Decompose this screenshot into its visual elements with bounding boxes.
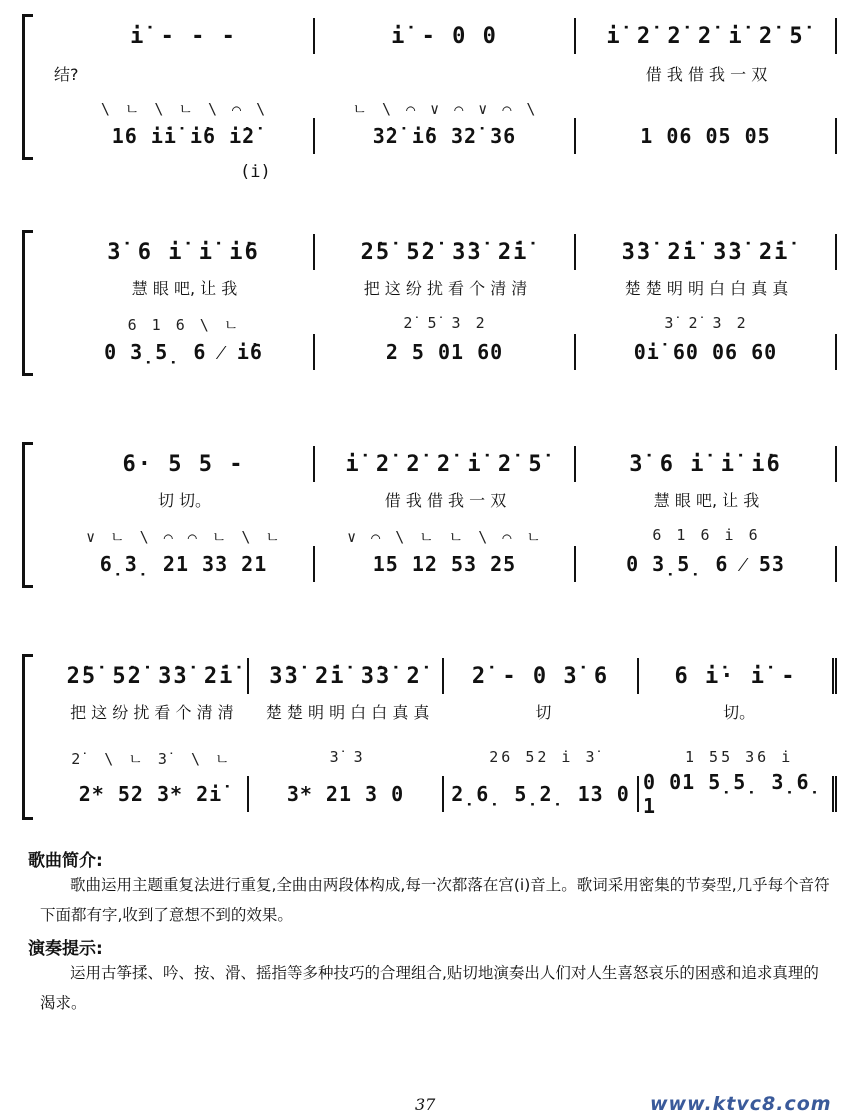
intro-title: 歌曲简介: — [28, 851, 103, 871]
lyric-segment: 借 我 借 我 一 双 — [645, 65, 768, 84]
lyrics-line — [54, 488, 837, 511]
accompaniment-staff — [54, 118, 837, 154]
measure: 1 06 05 05 — [576, 118, 837, 154]
technique-mark: 6 1 6 i̇ 6 — [652, 526, 761, 544]
technique-marks — [54, 526, 837, 547]
technique-mark: 6 1 6 \ ㄴ — [127, 316, 242, 334]
technique-marks — [54, 98, 837, 119]
technique-mark: 26 52 i̇ 3̇ — [489, 748, 598, 766]
lyric-segment: 结? — [54, 65, 79, 84]
technique-mark: 2̇ 5̇ 3 2 — [403, 314, 488, 332]
lyric-segment: 慧 眼 吧, 让 我 — [131, 279, 238, 298]
site-watermark — [650, 1093, 832, 1115]
system-brace — [22, 654, 33, 820]
melody-staff — [54, 446, 837, 482]
optional-note: (i̇) — [240, 162, 271, 182]
score-system-3 — [22, 440, 837, 590]
measure: 6· 5 5 - — [54, 446, 315, 482]
system-brace — [22, 230, 33, 376]
lyric-segment: 切 切。 — [157, 491, 212, 510]
measure: 0 3̣5̣ 6 ⁄ i̇6 — [54, 334, 315, 370]
measure: 6 i̇· i̇ - — [639, 658, 837, 694]
technique-mark: 1 55 36 i̇ — [684, 748, 794, 766]
lyric-segment: 把 这 纷 扰 看 个 清 清 — [363, 279, 528, 298]
lyric-segment — [315, 62, 576, 85]
technique-marks — [54, 314, 837, 335]
lyric-segment: 慧 眼 吧, 让 我 — [653, 491, 760, 510]
technique-mark: \ ㄴ \ ㄴ \ ⌒ \ — [100, 100, 269, 118]
measure: 2̇5̇ 5̇2̇ 3̇3̇ 2̇i̇ — [315, 234, 576, 270]
technique-marks — [54, 748, 837, 769]
measure: 15 12 53 25 — [315, 546, 576, 582]
score-system-2 — [22, 228, 837, 378]
lyrics-line — [54, 276, 837, 299]
score-system-1 — [22, 12, 837, 182]
lyric-segment: 切。 — [723, 703, 756, 722]
measure: i̇ - - - — [54, 18, 315, 54]
accompaniment-staff — [54, 770, 837, 818]
watermark-text: www.ktvc8.com — [650, 1093, 832, 1115]
melody-staff — [54, 234, 837, 270]
measure: i̇ 2̇ 2̇ 2̇ i̇ 2̇ 5̇ — [315, 446, 576, 482]
accompaniment-staff — [54, 334, 837, 370]
lyric-segment: 借 我 借 我 一 双 — [384, 491, 507, 510]
lyric-segment: 楚 楚 明 明 白 白 真 真 — [624, 279, 789, 298]
measure: 2 5 01 60 — [315, 334, 576, 370]
measure: 3̇3̇ 2̇i̇ 3̇3̇ 2̇ — [249, 658, 444, 694]
page-number: 37 — [415, 1095, 436, 1114]
lyric-segment: 把 这 纷 扰 看 个 清 清 — [70, 703, 234, 722]
tips-title: 演奏提示: — [28, 939, 103, 959]
measure: 2* 52 3* 2i̇ — [54, 776, 249, 812]
technique-mark: ∨ ㄴ \ ⌒ ⌒ ㄴ \ ㄴ — [86, 528, 283, 546]
measure: 3̇3̇ 2̇i̇ 3̇3̇ 2̇i̇ — [576, 234, 837, 270]
melody-staff — [54, 658, 837, 694]
technique-mark: 3̇ 2̇ 3 2 — [664, 314, 749, 332]
measure: 0 01 5̣5̣ 3̣6̣ 1 — [639, 776, 837, 812]
melody-staff — [54, 18, 837, 54]
accompaniment-staff — [54, 546, 837, 582]
measure: 2̇ - 0 3̇ 6 — [444, 658, 639, 694]
technique-mark: 3̇ 3 — [329, 748, 366, 766]
intro-text: 歌曲运用主题重复法进行重复,全曲由两段体构成,每一次都落在宫(i̇)音上。歌词采用密集的节奏型,几乎每个音符下面都有字,收到了意想不到的效果。 — [40, 876, 830, 924]
measure: i̇ 2̇ 2̇ 2̇ i̇ 2̇ 5̇ — [576, 18, 837, 54]
measure: i̇ - 0 0 — [315, 18, 576, 54]
technique-mark: ㄴ \ ⌒ ∨ ⌒ ∨ ⌒ \ — [352, 100, 539, 118]
technique-mark: ∨ ⌒ \ ㄴ ㄴ \ ⌒ ㄴ — [347, 528, 544, 546]
measure: 16 i̇i̇ i̇6 i̇2̇ — [54, 118, 315, 154]
score-system-4 — [22, 652, 837, 822]
measure: 6̣3̣ 21 33 21 — [54, 546, 315, 582]
measure: 0 3̣5̣ 6 ⁄ 53 — [576, 546, 837, 582]
tips-text: 运用古筝揉、吟、按、滑、摇指等多种技巧的合理组合,贴切地演奏出人们对人生喜怒哀乐的困惑和追求真理的渴求。 — [40, 964, 819, 1012]
lyric-segment: 楚 楚 明 明 白 白 真 真 — [265, 703, 430, 722]
measure: 3̇ 6 i̇ i̇ i̇6 — [54, 234, 315, 270]
lyrics-line — [54, 700, 837, 723]
measure: 2̇5̇ 5̇2̇ 3̇3̇ 2̇i̇ — [54, 658, 249, 694]
measure: 3* 21 3 0 — [249, 776, 444, 812]
technique-mark — [576, 98, 837, 119]
measure: 0i̇ 60 06 60 — [576, 334, 837, 370]
measure: 3̇2̇ i̇6 32̇ 36 — [315, 118, 576, 154]
measure: 3̇ 6 i̇ i̇ i̇6 — [576, 446, 837, 482]
system-brace — [22, 14, 33, 160]
technique-mark: 2̇ \ ㄴ 3̇ \ ㄴ — [71, 750, 233, 768]
lyrics-line — [54, 62, 837, 85]
measure: 2̣6̣ 5̣2̣ 13 0 — [444, 776, 639, 812]
system-brace — [22, 442, 33, 588]
lyric-segment: 切 — [535, 703, 552, 722]
